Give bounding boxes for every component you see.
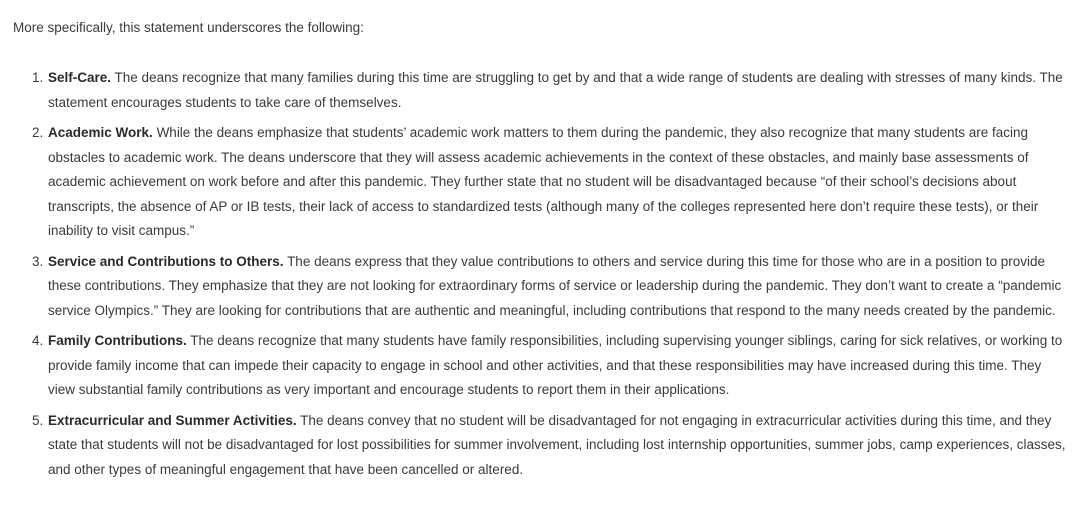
list-item-title: Academic Work. xyxy=(48,125,153,140)
list-item-number: 4. xyxy=(32,333,44,348)
list-item-text: The deans recognize that many students have family responsibilities, including supervising younger siblings, caring for sick relatives, or working to provide family income that can impede their capacity to engage in school and other activities, and that these responsibilities may have increased during this time. They view substantial family contributions as very important and encourage students to report them in their applications. xyxy=(48,333,1063,397)
list-item-title: Extracurricular and Summer Activities. xyxy=(48,412,297,428)
list-item-number: 1. xyxy=(32,70,44,85)
intro-paragraph: More specifically, this statement underscores the following: xyxy=(13,20,364,35)
list-item-number: 5. xyxy=(32,412,44,428)
list-item-title: Service and Contributions to Others. xyxy=(48,253,284,269)
list-item-extracurricular-summer xyxy=(0,409,1080,483)
list-item-text: The deans express that they value contributions to others and service during this time for those who are in a position to provide these contributions. They emphasize that they are not looking for extraordinary forms of service or leadership during the pandemic. They don’t want to create a “pandemic service Olympics.” They are looking for contributions that are authentic and meaningful, including contributions that respond to the many needs created by the pandemic. xyxy=(48,253,1062,318)
list-item-text: The deans recognize that many families during this time are struggling to get by and that a wide range of students are dealing with stresses of many kinds. The statement encourages students to take care of themselves. xyxy=(48,70,1063,110)
underscores-list xyxy=(0,66,1080,488)
list-item-title: Family Contributions. xyxy=(48,333,187,348)
list-item-service-contributions xyxy=(0,250,1080,324)
list-item-family-contributions xyxy=(0,329,1080,403)
list-item-academic-work xyxy=(0,121,1080,244)
list-item-title: Self-Care. xyxy=(48,70,112,85)
list-item-self-care xyxy=(0,66,1080,115)
list-item-text: The deans convey that no student will be disadvantaged for not engaging in extracurricular activities during this time, and they state that students will not be disadvantaged for lost possibilities for summer involvement, including lost internship opportunities, summer jobs, camp experiences, classes, and other types of meaningful engagement that have been cancelled or altered. xyxy=(48,412,1066,477)
list-item-number: 3. xyxy=(32,253,44,269)
list-item-number: 2. xyxy=(32,125,44,140)
list-item-text: While the deans emphasize that students’ academic work matters to them during the pandemic, they also recognize that many students are facing obstacles to academic work. The deans underscore that they will assess academic achievements in the context of these obstacles, and mainly base assessments of academic achievement on work before and after this pandemic. They further state that no student will be disadvantaged because “of their school’s decisions about transcripts, the absence of AP or IB tests, their lack of access to standardized tests (although many of the colleges represented here don’t require these tests), or their inability to visit campus.” xyxy=(48,125,1039,238)
